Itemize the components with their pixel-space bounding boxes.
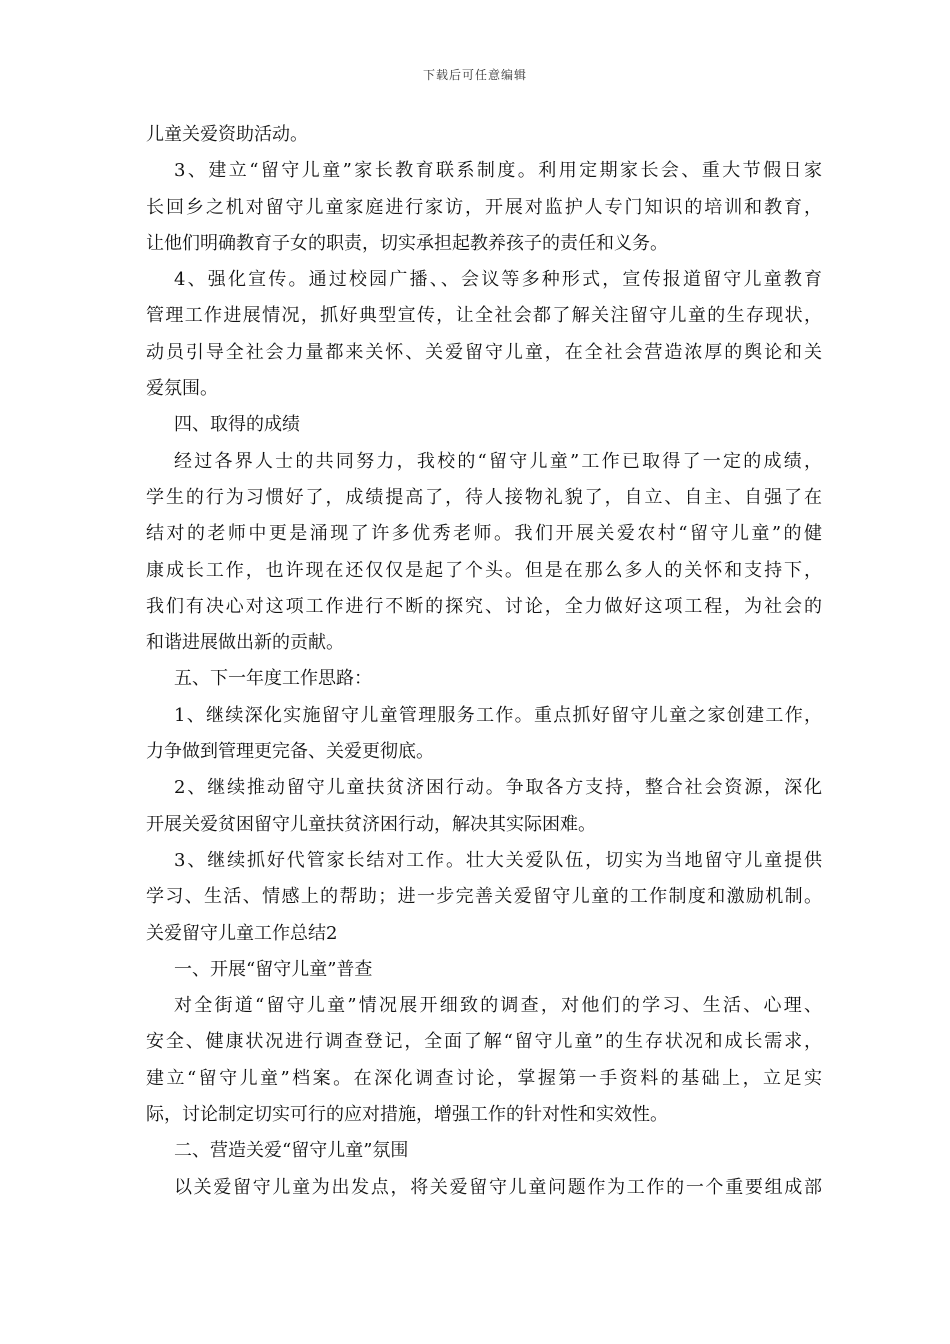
text-line: 一、开展“留守儿童”普查	[174, 958, 373, 980]
text-line: 力争做到管理更完备、关爱更彻底。	[146, 741, 434, 763]
text-line: 2、继续推动留守儿童扶贫济困行动。争取各方支持，整合社会资源，深化	[174, 777, 822, 799]
text-line: 康成长工作，也许现在还仅仅是起了个头。但是在那么多人的关怀和支持下，	[146, 559, 822, 581]
text-line: 1、继续深化实施留守儿童管理服务工作。重点抓好留守儿童之家创建工作，	[174, 704, 822, 726]
text-line: 和谐进展做出新的贡献。	[146, 632, 344, 654]
text-line: 以关爱留守儿童为出发点，将关爱留守儿童问题作为工作的一个重要组成部	[174, 1176, 822, 1198]
text-line: 学生的行为习惯好了，成绩提高了，待人接物礼貌了，自立、自主、自强了在	[146, 486, 822, 508]
text-line: 长回乡之机对留守儿童家庭进行家访，开展对监护人专门知识的培训和教育，	[146, 196, 822, 218]
text-line: 我们有决心对这项工作进行不断的探究、讨论，全力做好这项工程，为社会的	[146, 595, 822, 617]
text-line: 安全、健康状况进行调查登记，全面了解“留守儿童”的生存状况和成长需求，	[146, 1031, 822, 1053]
text-line: 让他们明确教育子女的职责，切实承担起教养孩子的责任和义务。	[146, 232, 668, 254]
text-line: 3、建立“留守儿童”家长教育联系制度。利用定期家长会、重大节假日家	[174, 160, 822, 182]
page-header: 下载后可任意编辑	[422, 68, 527, 82]
text-line: 3、继续抓好代管家长结对工作。壮大关爱队伍，切实为当地留守儿童提供	[174, 849, 822, 871]
text-line: 经过各界人士的共同努力，我校的“留守儿童”工作已取得了一定的成绩，	[174, 450, 822, 472]
text-line: 学习、生活、情感上的帮助；进一步完善关爱留守儿童的工作制度和激励机制。	[146, 886, 822, 908]
text-line: 管理工作进展情况，抓好典型宣传，让全社会都了解关注留守儿童的生存现状，	[146, 305, 822, 327]
text-line: 四、取得的成绩	[174, 414, 300, 436]
text-line: 对全街道“留守儿童”情况展开细致的调查，对他们的学习、生活、心理、	[174, 995, 822, 1017]
text-line: 儿童关爱资助活动。	[146, 124, 308, 145]
text-line: 二、营造关爱“留守儿童”氛围	[174, 1140, 409, 1162]
text-line: 际，讨论制定切实可行的应对措施，增强工作的针对性和实效性。	[146, 1104, 668, 1126]
text-line: 关爱留守儿童工作总结2	[146, 922, 338, 944]
text-line: 结对的老师中更是涌现了许多优秀老师。我们开展关爱农村“留守儿童”的健	[146, 523, 822, 545]
text-line: 五、下一年度工作思路：	[174, 668, 372, 690]
document-body	[146, 117, 822, 1206]
text-line: 4、强化宣传。通过校园广播、、会议等多种形式，宣传报道留守儿童教育	[174, 269, 822, 291]
text-line: 动员引导全社会力量都来关怀、关爱留守儿童，在全社会营造浓厚的舆论和关	[146, 341, 822, 363]
text-line: 爱氛围。	[146, 378, 218, 400]
text-line: 开展关爱贫困留守儿童扶贫济困行动，解决其实际困难。	[146, 813, 596, 835]
text-line: 建立“留守儿童”档案。在深化调查讨论，掌握第一手资料的基础上，立足实	[146, 1067, 822, 1089]
